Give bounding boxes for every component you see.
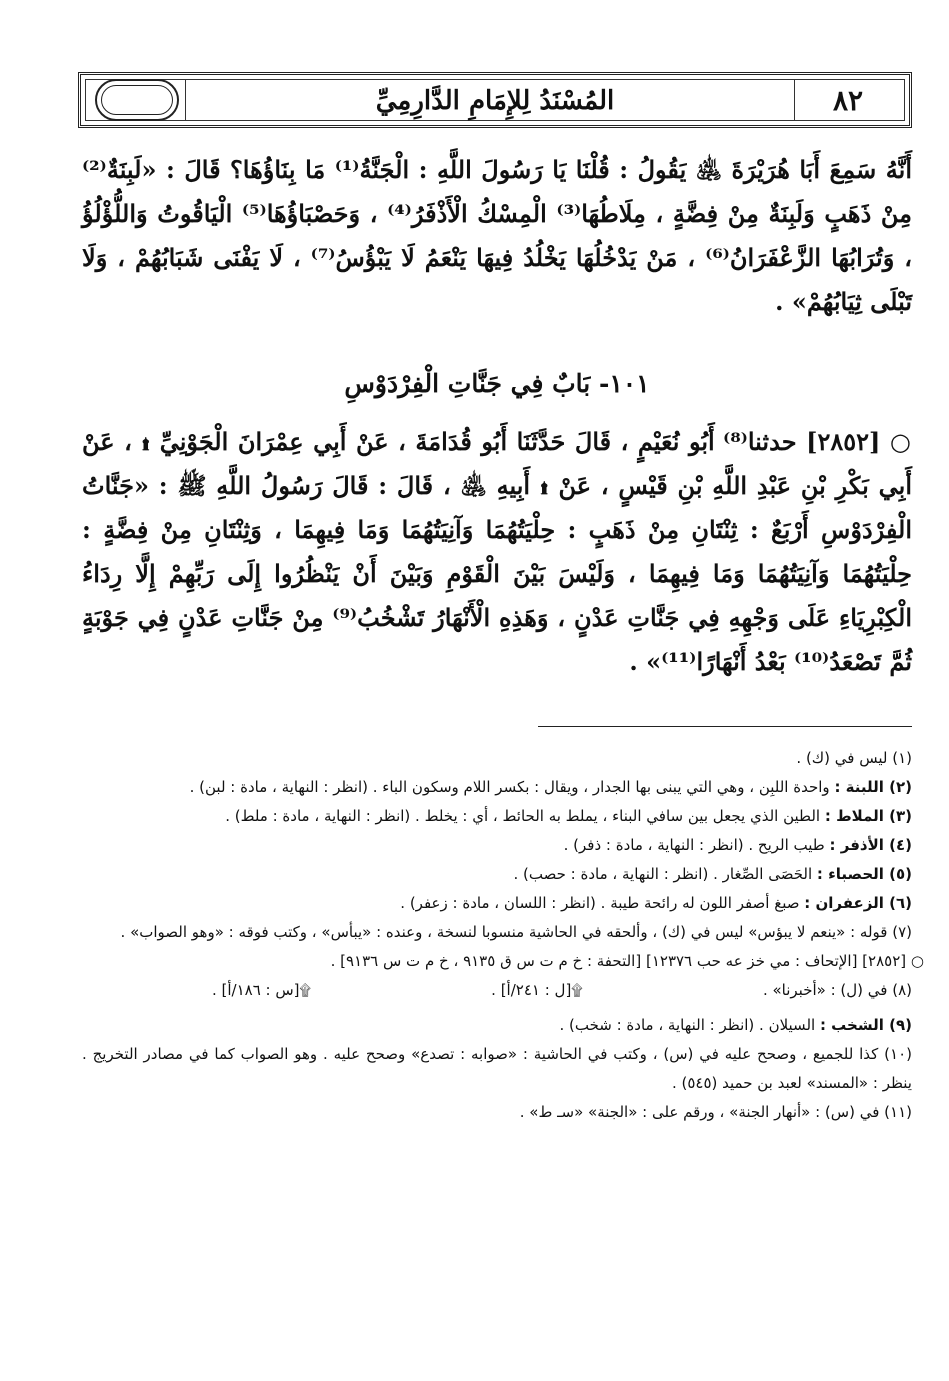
running-title: المُسْنَدُ لِلإِمَامِ الدَّارِمِيِّ [375,86,615,116]
chapter-heading: ١٠١- بَابٌ فِي جَنَّاتِ الْفِرْدَوْسِ [344,369,650,398]
footnote: (٦) الزعفران : صبغ أصفر اللون له رائحة طيبة . (انظر : اللسان ، مادة : زعفر) . [400,894,912,912]
folio-marker: ۩[س : ١٨٦/أ] . [212,981,311,999]
hadith-paragraph: أَنَّهُ سَمِعَ أَبَا هُرَيْرَةَ ﵁ يَقُولُ : قُلْنَا يَا رَسُولَ اللَّهِ : الْجَنَّةُ⁽¹⁾ مَا بِنَاؤُهَا؟ قَالَ : «لَبِنَةٌ⁽²⁾ مِنْ ذَهَبٍ وَلَبِنَةٌ مِنْ فِضَّةٍ ، مِلَاطُهَا⁽³⁾ الْمِسْكُ الْأَذْفَرُ⁽⁴⁾ ، وَحَصْبَاؤُهَا⁽⁵⁾ الْيَاقُوتُ وَاللُّؤْلُؤُ ، وَتُرَابُهَا الزَّعْفَرَانُ⁽⁶⁾ ، مَنْ يَدْخُلُهَا يَخْلُدُ فِيهَا يَنْعَمُ لَا يَبْؤُسُ⁽⁷⁾ ، لَا يَفْنَى شَبَابُهُمْ ، وَلَا تَبْلَى ثِيَابُهُمْ» . [82,155,913,316]
footnote: (٩) الشخب : السيلان . (انظر : النهاية ، مادة : شخب) . [559,1016,912,1034]
header-divider [185,79,186,121]
footnotes [82,744,924,1127]
hadith-paragraph: ○ [٢٨٥٢] حدثنا⁽⁸⁾ أَبُو نُعَيْمٍ ، قَالَ حَدَّثَنَا أَبُو قُدَامَةَ ، عَنْ أَبِي عِمْرَانَ الْجَوْنِيِّ ۩ ، عَنْ أَبِي بَكْرِ بْنِ عَبْدِ اللَّهِ بْنِ قَيْسٍ ، عَنْ ۩ أَبِيهِ ﵁ ، قَالَ : قَالَ رَسُولُ اللَّهِ ﷺ : «جَنَّاتُ الْفِرْدَوْسِ أَرْبَعٌ : ثِنْتَانِ مِنْ ذَهَبٍ : حِلْيَتُهُمَا وَآنِيَتُهُمَا وَمَا فِيهِمَا ، وَثِنْتَانِ مِنْ فِضَّةٍ : حِلْيَتُهُمَا وَآنِيَتُهُمَا وَمَا فِيهِمَا ، وَلَيْسَ بَيْنَ الْقَوْمِ وَبَيْنَ أَنْ يَنْظُرُوا إِلَى رَبِّهِمْ إِلَّا رِدَاءُ الْكِبْرِيَاءِ عَلَى وَجْهِهِ فِي جَنَّاتِ عَدْنٍ ، وَهَذِهِ الْأَنْهَارُ تَشْخُبُ⁽⁹⁾ مِنْ جَنَّاتِ عَدْنٍ فِي جَوْبَةٍ ثُمَّ تَصْعَدُ⁽¹⁰⁾ بَعْدُ أَنْهَارًا⁽¹¹⁾» . [82,427,913,676]
footnote: (١١) في (س) : «أنهار الجنة» ، ورقم على : «الجنة» «سـ ط» . [519,1103,912,1121]
source-reference: ○ [٢٨٥٢] [الإتحاف : مي خز عه حب ١٢٣٧٦] [التحفة : خ م ت س ق ٩١٣٥ ، خ م ت س ٩١٣٦] . [330,952,924,970]
page-number: ٨٢ [832,84,864,117]
footnote: (٣) الملاط : الطين الذي يجعل بين سافي البناء ، يملط به الحائط ، أي : يخلط . (انظر : النهاية ، مادة : ملط) . [225,807,912,825]
calligraphy-seal-icon [95,79,179,121]
footnote: (٥) الحصباء : الحَصَى الصِّغار . (انظر : النهاية ، مادة : حصب) . [513,865,912,883]
running-header [78,72,912,128]
footnote-separator [538,726,912,727]
folio-marker: ۩[ل : ٢٤١/أ] . [491,981,583,999]
footnote: (٤) الأذفر : طيب الريح . (انظر : النهاية ، مادة : ذفر) . [563,836,912,854]
footnote: (٨) في (ل) : «أخبرنا» . [762,981,912,999]
footnote: (١) ليس في (ك) . [796,749,912,767]
footnote: (٢) اللبنة : واحدة اللبِن ، وهي التي يبنى بها الجدار ، ويقال : بكسر اللام وسكون الباء . (انظر : النهاية ، مادة : لبن) . [189,778,912,796]
footnote-row [212,976,912,1005]
footnote: (٧) قوله : «ينعم لا يبؤس» ليس في (ك) ، وألحقه في الحاشية منسوبا لنسخة ، وعنده : «يبأس» ، وكتب فوقه : «وهو الصواب» . [120,923,912,941]
footnote: (١٠) كذا للجميع ، وصحح عليه في (س) ، وكتب في الحاشية : «صوابه : تصدع» وصحح عليه . وهو الصواب كما في مصادر التخريج . ينظر : «المسند» لعبد بن حميد (٥٤٥) . [82,1045,912,1092]
